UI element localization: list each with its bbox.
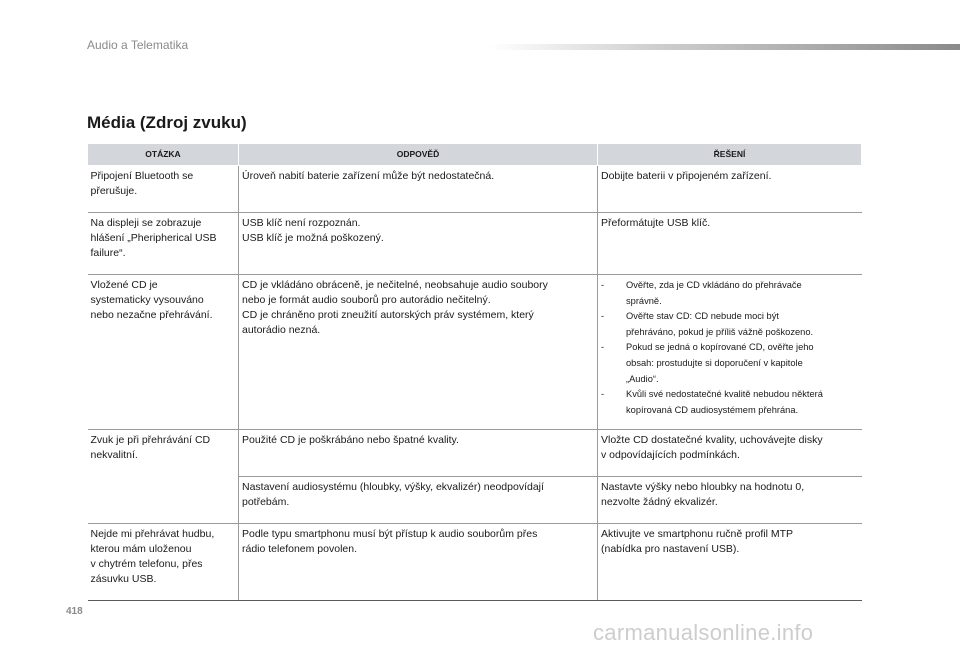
solution-cell bbox=[598, 275, 862, 430]
question-cell bbox=[88, 213, 239, 275]
cell-text: Ověřte stav CD: CD nebude moci být bbox=[626, 311, 779, 322]
cell-text: USB klíč je možná poškozený. bbox=[242, 232, 384, 244]
answer-cell bbox=[239, 524, 598, 601]
answer-cell bbox=[239, 477, 598, 524]
cell-text: kterou mám uloženou bbox=[90, 543, 192, 555]
cell-text: Pokud se jedná o kopírované CD, ověřte jeho bbox=[626, 342, 814, 353]
list-item bbox=[601, 387, 858, 418]
cell-text: Nastavení audiosystému (hloubky, výšky, ekvalizér) neodpovídají bbox=[242, 481, 544, 493]
cell-text: nebo je formát audio souborů pro autorádio nečitelný. bbox=[242, 294, 491, 306]
cell-text: zásuvku USB. bbox=[90, 573, 157, 585]
cell-text: rádio telefonem povolen. bbox=[242, 543, 357, 555]
cell-text: CD je vkládáno obráceně, je nečitelné, neobsahuje audio soubory bbox=[242, 279, 548, 291]
cell-text: potřebám. bbox=[242, 496, 290, 508]
cell-text: obsah: prostudujte si doporučení v kapitole bbox=[626, 357, 803, 368]
cell-text: CD je chráněno proti zneužití autorských práv systémem, který bbox=[242, 309, 534, 321]
bullet-dash: - bbox=[601, 389, 605, 400]
cell-text: Vložte CD dostatečné kvality, uchovávejte disky bbox=[601, 434, 823, 446]
list-item bbox=[601, 278, 858, 309]
cell-text: Kvůli své nedostatečné kvalitě nebudou některá bbox=[626, 389, 823, 400]
cell-text: přerušuje. bbox=[90, 185, 138, 197]
cell-text: Nejde mi přehrávat hudbu, bbox=[90, 528, 215, 540]
cell-text: (nabídka pro nastavení USB). bbox=[601, 543, 740, 555]
page-title: Média (Zdroj zvuku) bbox=[87, 113, 247, 132]
cell-text: Vložené CD je bbox=[90, 279, 158, 291]
cell-text: v chytrém telefonu, přes bbox=[90, 558, 203, 570]
answer-cell bbox=[239, 275, 598, 430]
cell-text: systematicky vysouváno bbox=[90, 294, 204, 306]
cell-text: Podle typu smartphonu musí být přístup k audio souborům přes bbox=[242, 528, 538, 540]
solution-cell bbox=[598, 430, 862, 477]
table-row bbox=[88, 524, 862, 601]
cell-text: Na displeji se zobrazuje bbox=[90, 217, 202, 229]
table-row bbox=[88, 430, 862, 477]
running-header: Audio a Telematika bbox=[87, 38, 189, 52]
cell-text: kopírovaná CD audiosystémem přehrána. bbox=[626, 404, 799, 415]
solution-cell bbox=[598, 166, 862, 213]
cell-text: nezvolte žádný ekvalizér. bbox=[601, 496, 718, 508]
watermark-text: carmanualsonline.info bbox=[593, 620, 814, 645]
solution-cell bbox=[598, 213, 862, 275]
column-header-solution: ŘEŠENÍ bbox=[598, 144, 862, 166]
table-row bbox=[88, 275, 862, 430]
cell-text: Ověřte, zda je CD vkládáno do přehrávače bbox=[626, 280, 802, 290]
list-item bbox=[601, 309, 858, 340]
solution-cell bbox=[598, 524, 862, 601]
cell-text: USB klíč není rozpoznán. bbox=[242, 217, 361, 229]
cell-text: „Audio“. bbox=[626, 373, 659, 384]
bullet-dash: - bbox=[601, 342, 605, 353]
cell-text: Použité CD je poškrábáno nebo špatné kvality. bbox=[242, 434, 459, 446]
bullet-dash: - bbox=[601, 311, 605, 322]
cell-text: hlášení „Pheripherical USB bbox=[90, 232, 217, 244]
column-header-question: OTÁZKA bbox=[88, 144, 239, 166]
table-row bbox=[88, 213, 862, 275]
cell-text: nekvalitní. bbox=[90, 449, 138, 461]
cell-text: nebo nezačne přehrávání. bbox=[90, 309, 213, 321]
bullet-dash: - bbox=[601, 280, 605, 290]
question-cell bbox=[88, 275, 239, 430]
cell-text: Aktivujte ve smartphonu ručně profil MTP bbox=[601, 528, 793, 540]
header-rule bbox=[490, 44, 960, 50]
cell-text: správně. bbox=[626, 295, 662, 306]
cell-text: failure“. bbox=[90, 247, 126, 259]
table-header-row bbox=[88, 144, 862, 166]
solution-list bbox=[601, 278, 858, 418]
question-cell bbox=[88, 524, 239, 601]
question-cell bbox=[88, 166, 239, 213]
cell-text: Nastavte výšky nebo hloubky na hodnotu 0, bbox=[601, 481, 805, 493]
faq-table bbox=[87, 143, 862, 601]
table-row bbox=[88, 166, 862, 213]
list-item bbox=[601, 340, 858, 387]
cell-text: autorádio nezná. bbox=[242, 324, 321, 336]
question-cell bbox=[88, 430, 239, 524]
answer-cell bbox=[239, 213, 598, 275]
cell-text: v odpovídajících podmínkách. bbox=[601, 449, 740, 461]
page-number: 418 bbox=[66, 606, 83, 617]
answer-cell bbox=[239, 430, 598, 477]
cell-text: Úroveň nabití baterie zařízení může být nedostatečná. bbox=[242, 170, 495, 182]
cell-text: přehráváno, pokud je příliš vážně poškozeno. bbox=[626, 326, 814, 337]
cell-text: Přeformátujte USB klíč. bbox=[601, 217, 711, 229]
cell-text: Připojení Bluetooth se bbox=[90, 170, 194, 182]
column-header-answer: ODPOVĚĎ bbox=[239, 144, 598, 166]
solution-cell bbox=[598, 477, 862, 524]
answer-cell bbox=[239, 166, 598, 213]
cell-text: Zvuk je při přehrávání CD bbox=[90, 434, 211, 446]
cell-text: Dobijte baterii v připojeném zařízení. bbox=[601, 170, 772, 182]
